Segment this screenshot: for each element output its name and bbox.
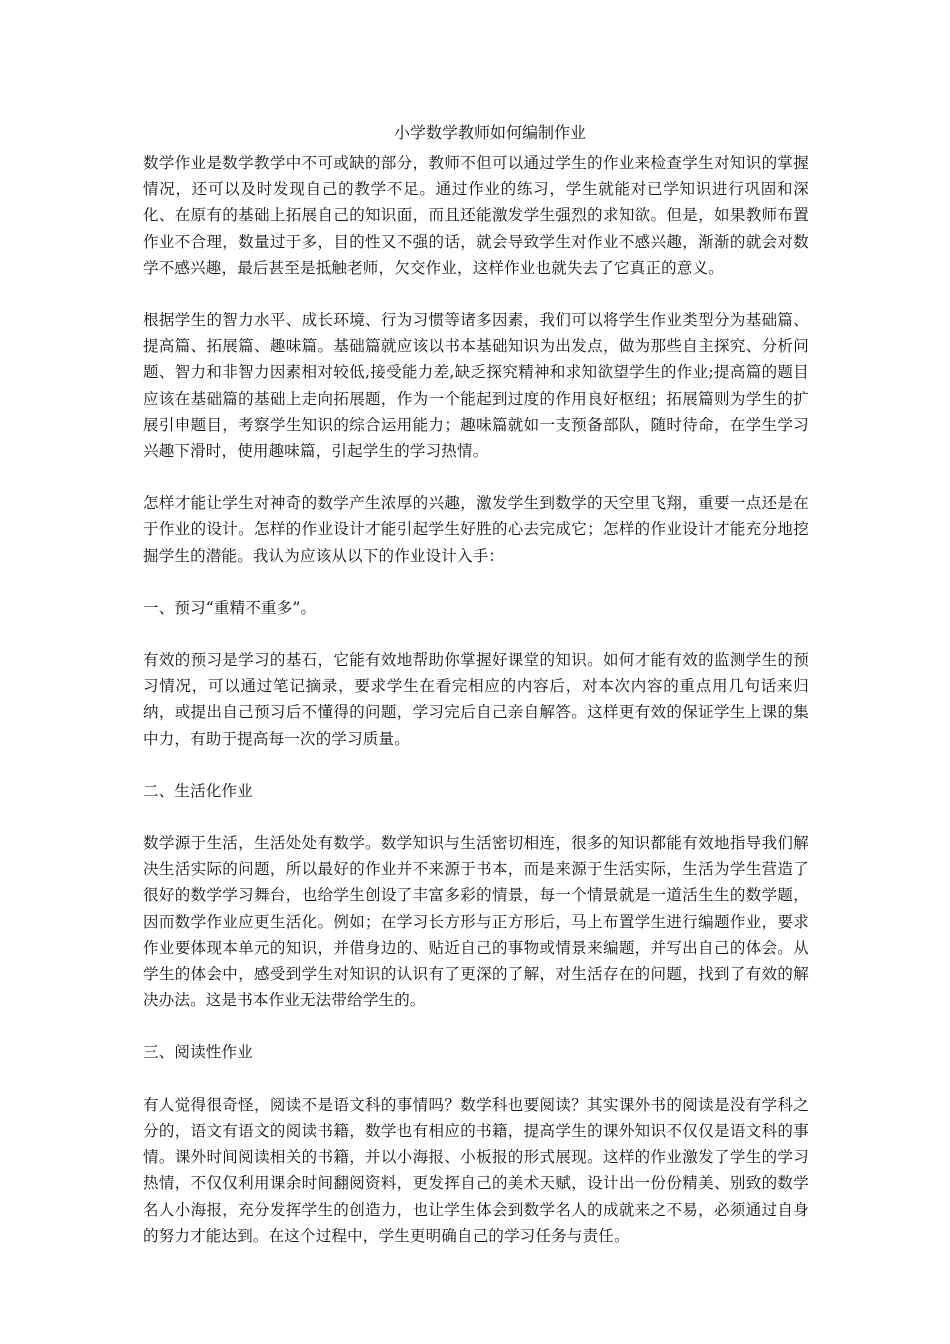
section-2-body: 数学源于生活，生活处处有数学。数学知识与生活密切相连，很多的知识都能有效地指导我们解决生活实际的问题，所以最好的作业并不来源于书本，而是来源于生活实际，生活为学生营造了很好的数学学习舞台，也给学生创设了丰富多彩的情景，每一个情景就是一道活生生的数学题，因而数学作业应更生活化。例如；在学习长方形与正方形后，马上布置学生进行编题作业，要求作业要体现本单元的知识，并借身边的、贴近自己的事物或情景来编题，并写出自己的体会。从学生的体会中，感受到学生对知识的认识有了更深的了解，对生活存在的问题，找到了有效的解决办法。这是书本作业无法带给学生的。 (143, 834, 809, 1010)
document-title: 小学数学教师如何编制作业 (393, 123, 586, 142)
paragraph-spacer (143, 281, 809, 307)
section-1-heading: 一、预习“重精不重多”。 (143, 598, 317, 617)
intro-paragraph: 数学作业是数学教学中不可或缺的部分，教师不但可以通过学生的作业来检查学生对知识的掌握情况，还可以及时发现自己的教学不足。通过作业的练习，学生就能对已学知识进行巩固和深化、在原有的基础上拓展自己的知识面，而且还能激发学生强烈的求知欲。但是，如果教师布置作业不合理，数量过于多，目的性又不强的话，就会导致学生对作业不感兴趣，渐渐的就会对数学不感兴趣，最后甚至是抵触老师，欠交作业，这样作业也就失去了它真正的意义。 (143, 154, 809, 277)
section-3-heading: 三、阅读性作业 (143, 1043, 253, 1062)
paragraph-spacer (143, 569, 809, 595)
paragraph-spacer (143, 621, 809, 647)
homework-design-paragraph: 怎样才能让学生对神奇的数学产生浓厚的兴趣，激发学生到数学的天空里飞翔，重要一点还是在于作业的设计。怎样的作业设计才能引起学生好胜的心去完成它；怎样的作业设计才能充分地挖掘学生的潜能。我认为应该从以下的作业设计入手： (143, 494, 809, 565)
paragraph-spacer (143, 1013, 809, 1039)
paragraph-spacer (143, 1066, 809, 1092)
paragraph-spacer (143, 752, 809, 778)
paragraph-spacer (143, 464, 809, 490)
section-3-body: 有人觉得很奇怪，阅读不是语文科的事情吗？数学科也要阅读？其实课外书的阅读是没有学科之分的，语文有语文的阅读书籍，数学也有相应的书籍，提高学生的课外知识不仅仅是语文科的事情。课外时间阅读相关的书籍，并以小海报、小板报的形式展现。这样的作业激发了学生的学习热情，不仅仅利用课余时间翻阅资料，更发挥自己的美术天赋，设计出一份份精美、别致的数学名人小海报，充分发挥学生的创造力，也让学生体会到数学名人的成就来之不易，必须通过自身的努力才能达到。在这个过程中，学生更明确自己的学习任务与责任。 (143, 1095, 809, 1245)
homework-types-paragraph: 根据学生的智力水平、成长环境、行为习惯等诸多因素，我们可以将学生作业类型分为基础篇、提高篇、拓展篇、趣味篇。基础篇就应该以书本基础知识为出发点，做为那些自主探究、分析问题、智力和非智力因素相对较低,接受能力差,缺乏探究精神和求知欲望学生的作业;提高篇的题目应该在基础篇的基础上走向拓展题，作为一个能起到过度的作用良好枢纽；拓展篇则为学生的扩展引申题目，考察学生知识的综合运用能力；趣味篇就如一支预备部队，随时待命，在学生学习兴趣下滑时，使用趣味篇，引起学生的学习热情。 (143, 311, 809, 461)
document-body (143, 150, 809, 1249)
section-2-heading: 二、生活化作业 (143, 781, 253, 800)
section-1-body: 有效的预习是学习的基石，它能有效地帮助你掌握好课堂的知识。如何才能有效的监测学生的预习情况，可以通过笔记摘录，要求学生在看完相应的内容后，对本次内容的重点用几句话来归纳，或提出自己预习后不懂得的问题，学习完后自己亲自解答。这样更有效的保证学生上课的集中力，有助于提高每一次的学习质量。 (143, 651, 809, 748)
paragraph-spacer (143, 804, 809, 830)
